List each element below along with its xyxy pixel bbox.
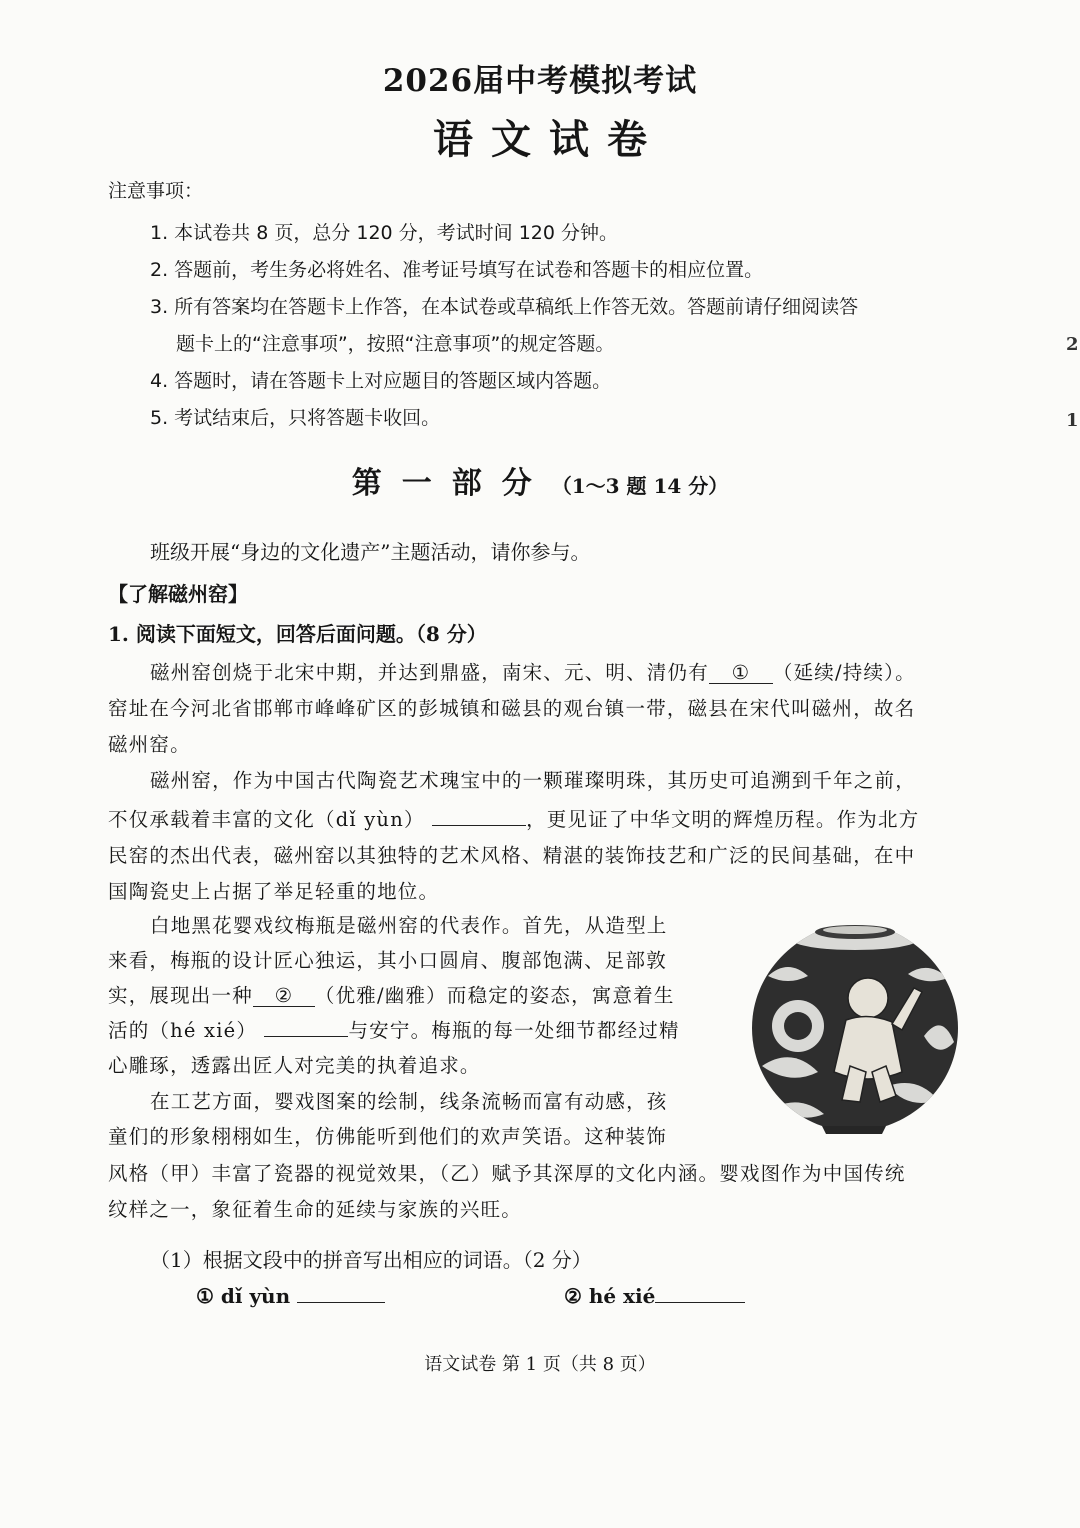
notice-heading: 注意事项： [108,180,204,202]
edge-mark: 2 [1066,334,1079,355]
notice-item: 5. 考试结束后，只将答题卡收回。 [150,407,441,429]
passage-line: 来看，梅瓶的设计匠心独运，其小口圆肩、腹部饱满、足部敦 [108,949,667,972]
activity-intro: 班级开展“身边的文化遗产”主题活动，请你参与。 [150,540,591,564]
passage-line: 风格（甲）丰富了瓷器的视觉效果，（乙）赋予其深厚的文化内涵。婴戏图作为中国传统 [108,1162,906,1185]
part-title: 第一部分 [351,466,552,501]
passage-line: 心雕琢，透露出匠人对完美的执着追求。 [108,1054,481,1077]
page-footer: 语文试卷 第 1 页（共 8 页） [424,1354,656,1375]
passage-line: 磁州窑，作为中国古代陶瓷艺术瑰宝中的一颗璀璨明珠，其历史可追溯到千年之前， [150,769,916,792]
part-subtitle: （1～3 题 14 分） [551,474,729,498]
notice-item: 1. 本试卷共 8 页，总分 120 分，考试时间 120 分钟。 [150,222,619,244]
notice-item: 3. 所有答案均在答题卡上作答，在本试卷或草稿纸上作答无效。答题前请仔细阅读答 [150,296,859,318]
part-heading [0,458,1080,502]
exam-title: 2026届中考模拟考试 [382,63,698,99]
notice-item: 2. 答题前，考生务必将姓名、准考证号填写在试卷和答题卡的相应位置。 [150,259,764,281]
section-title: 【了解磁州窑】 [108,582,248,606]
subject-title: 语文试卷 [433,116,665,163]
question-1: 1. 阅读下面短文，回答后面问题。（8 分） [108,622,487,646]
passage-line: 国陶瓷史上占据了举足轻重的地位。 [108,880,440,903]
fill-blank-1: ① [709,662,773,684]
passage-line: 民窑的杰出代表，磁州窑以其独特的艺术风格、精湛的装饰技艺和广泛的民间基础，在中 [108,844,916,867]
notice-item: 4. 答题时，请在答题卡上对应题目的答题区域内答题。 [150,370,612,392]
passage-line: 窑址在今河北省邯郸市峰峰矿区的彭城镇和磁县的观台镇一带，磁县在宋代叫磁州，故名 [108,697,916,720]
subquestion-1: （1）根据文段中的拼音写出相应的词语。（2 分） [150,1248,592,1272]
answer-blank-2[interactable] [655,1302,745,1303]
answer-blank-1[interactable] [297,1302,385,1303]
fill-blank-2: ② [253,985,315,1007]
passage-line: 纹样之一，象征着生命的延续与家族的兴旺。 [108,1198,523,1221]
answer-1: ① dǐ yùn [196,1284,385,1308]
edge-mark: 1 [1066,410,1079,431]
pinyin-blank-hexie [264,1036,348,1037]
answer-2: ② hé xié [564,1284,745,1308]
passage-line: 磁州窑创烧于北宋中期，并达到鼎盛，南宋、元、明、清仍有 ① （延续/持续）。 [150,661,916,684]
passage-line: 在工艺方面，婴戏图案的绘制，线条流畅而富有动感，孩 [150,1090,668,1113]
notice-item-continued: 题卡上的“注意事项”，按照“注意事项”的规定答题。 [176,333,615,355]
pinyin-blank-diyun [432,825,526,826]
passage-line: 活的（hé xié） 与安宁。梅瓶的每一处细节都经过精 [108,1019,680,1042]
passage-line: 磁州窑。 [108,733,191,756]
meiping-vase-image [738,916,970,1138]
passage-line: 实，展现出一种 ② （优雅/幽雅）而稳定的姿态，寓意着生 [108,984,675,1007]
passage-line: 童们的形象栩栩如生，仿佛能听到他们的欢声笑语。这种装饰 [108,1125,667,1148]
passage-line: 白地黑花婴戏纹梅瓶是磁州窑的代表作。首先，从造型上 [150,914,668,937]
passage-line: 不仅承载着丰富的文化（dǐ yùn） ，更见证了中华文明的辉煌历程。作为北方 [108,808,920,831]
